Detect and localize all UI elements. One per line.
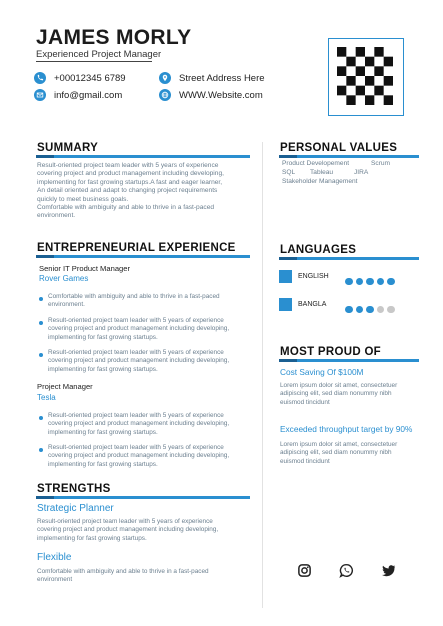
language-level-dots: [345, 300, 398, 318]
qr-module: [365, 76, 374, 86]
most-proud-heading: MOST PROUD OF: [280, 346, 382, 358]
bullet-line: implementing for fast growing startups.: [48, 428, 158, 436]
whatsapp-icon[interactable]: [339, 563, 354, 583]
bullet-line: covering project and product management including developing,: [48, 325, 230, 333]
contact-address: [159, 72, 265, 84]
summary-line: quickly to meet business goals.: [37, 195, 129, 203]
achievement-line: Lorem ipsum dolor sit amet, consectetuer: [280, 441, 398, 448]
column-divider: [262, 142, 263, 608]
summary-line: Comfortable with ambiguity and able to thrive in a fast-paced: [37, 204, 215, 212]
level-dot: [387, 278, 395, 286]
language-marker: [279, 298, 292, 311]
language-level-dots: [345, 272, 398, 290]
summary-line: environment.: [37, 212, 76, 220]
level-dot: [377, 278, 385, 286]
achievement-text: [280, 382, 397, 407]
qr-code: [337, 47, 393, 105]
job-title: Project Manager: [37, 382, 93, 391]
level-dot: [377, 306, 385, 314]
qr-module: [346, 76, 355, 86]
instagram-icon[interactable]: [297, 563, 312, 583]
bullet-line: Result-oriented project team leader with 5 years of experience: [48, 412, 224, 419]
qr-module: [346, 57, 355, 67]
bullet-dot: [39, 297, 43, 301]
strengths-heading-bar: [36, 496, 250, 499]
bullet-dot: [39, 448, 43, 452]
qr-module: [356, 47, 365, 57]
qr-module: [356, 86, 365, 96]
summary-heading-bar: [36, 155, 250, 158]
bullet-line: Comfortable with ambiguity and able to thrive in a fast-paced: [48, 293, 220, 300]
strength-text: [37, 568, 209, 585]
level-dot: [366, 278, 374, 286]
contact-website: [159, 89, 263, 101]
email-text: info@gmail.com: [54, 89, 123, 101]
strength-title: Strategic Planner: [37, 503, 114, 514]
strength-text: [37, 518, 218, 543]
twitter-icon[interactable]: [381, 563, 396, 583]
value-tag: JIRA: [354, 169, 369, 176]
achievement-line: Lorem ipsum dolor sit amet, consectetuer: [280, 382, 398, 389]
email-icon: [34, 89, 46, 101]
achievement-text: [280, 441, 397, 466]
header-divider: [36, 61, 152, 62]
strength-line: environment: [37, 576, 73, 584]
language-name: BANGLA: [298, 301, 327, 308]
summary-line: implementing for fast growing startups.A fast and eager learner,: [37, 178, 223, 186]
value-tag: SQL: [282, 169, 296, 176]
candidate-name: JAMES MORLY: [36, 26, 192, 49]
job-title: Senior IT Product Manager: [39, 264, 131, 273]
summary-text: [37, 162, 224, 221]
strength-title: Flexible: [37, 552, 72, 563]
bullet-line: Result-oriented project team leader with 5 years of experience: [48, 444, 224, 451]
qr-module: [384, 57, 393, 67]
most-proud-heading-bar: [279, 359, 419, 362]
value-tag: Scrum: [371, 160, 391, 167]
languages-heading: LANGUAGES: [280, 244, 357, 256]
contact-phone: [34, 72, 126, 84]
summary-line: covering project and product management including developing,: [37, 170, 224, 178]
language-marker: [279, 270, 292, 283]
bullet-line: implementing for fast growing startups.: [48, 333, 158, 341]
summary-heading: SUMMARY: [37, 142, 99, 154]
level-dot: [345, 306, 353, 314]
achievement-line: adipiscing elit, sed diam nonummy nibh: [280, 390, 392, 398]
qr-module: [337, 86, 346, 96]
strength-line: Comfortable with ambiguity and able to thrive in a fast-paced: [37, 568, 209, 575]
qr-module: [374, 66, 383, 76]
achievement-line: adipiscing elit, sed diam nonummy nibh: [280, 449, 392, 457]
personal-values-heading: PERSONAL VALUES: [280, 142, 398, 154]
qr-module: [374, 86, 383, 96]
level-dot: [356, 278, 364, 286]
bullet-dot: [39, 353, 43, 357]
achievement-line: euismod tincidunt: [280, 457, 330, 465]
value-tag: Product Developement: [282, 160, 350, 167]
bullet-dot: [39, 321, 43, 325]
bullet-line: implementing for fast growing startups.: [48, 460, 158, 468]
bullet-line: covering project and product management including developing,: [48, 357, 230, 365]
qr-module: [365, 57, 374, 67]
qr-module: [384, 76, 393, 86]
qr-module: [337, 66, 346, 76]
level-dot: [345, 278, 353, 286]
language-name: ENGLISH: [298, 273, 329, 280]
address-text: Street Address Here: [179, 72, 265, 84]
company-name: Tesla: [37, 393, 56, 402]
level-dot: [366, 306, 374, 314]
experience-heading-bar: [36, 255, 250, 258]
bullet-line: Result-oriented project team leader with 5 years of experience: [48, 349, 224, 356]
bullet-line: Result-oriented project team leader with 5 years of experience: [48, 317, 224, 324]
summary-line: An detail oriented and adapt to changing project requirements: [37, 187, 218, 195]
qr-module: [356, 66, 365, 76]
achievement-title: Exceeded throughput target by 90%: [280, 424, 413, 434]
level-dot: [387, 306, 395, 314]
bullet-line: environment.: [48, 301, 85, 309]
qr-module: [384, 95, 393, 105]
summary-line: Result-oriented project team leader with 5 years of experience: [37, 162, 219, 169]
qr-module: [365, 95, 374, 105]
company-name: Rover Games: [39, 274, 89, 283]
bullet-line: covering project and product management including developing,: [48, 452, 230, 460]
bullet-line: covering project and product management including developing,: [48, 420, 230, 428]
value-tag: Tableau: [310, 169, 334, 176]
experience-heading: ENTREPRENEURIAL EXPERIENCE: [37, 242, 236, 254]
contact-email: [34, 89, 122, 101]
value-tag: Stakeholder Management: [282, 178, 358, 185]
achievement-title: Cost Saving Of $100M: [280, 367, 364, 377]
strengths-heading: STRENGTHS: [37, 483, 111, 495]
strength-line: covering project and product management including developing,: [37, 526, 219, 534]
location-pin-icon: [159, 72, 171, 84]
achievement-line: euismod tincidunt: [280, 398, 330, 406]
qr-module: [374, 47, 383, 57]
qr-module: [337, 47, 346, 57]
candidate-title: Experienced Project Manager: [36, 49, 162, 60]
phone-text: +00012345 6789: [54, 72, 126, 84]
languages-heading-bar: [279, 257, 419, 260]
strength-line: Result-oriented project team leader with 5 years of experience: [37, 518, 213, 525]
strength-line: implementing for fast growing startups.: [37, 534, 147, 542]
globe-icon: [159, 89, 171, 101]
qr-module: [346, 95, 355, 105]
level-dot: [356, 306, 364, 314]
website-text: WWW.Website.com: [179, 89, 263, 101]
personal-values-heading-bar: [279, 155, 419, 158]
bullet-dot: [39, 416, 43, 420]
qr-code-frame: [328, 38, 404, 116]
phone-icon: [34, 72, 46, 84]
bullet-line: implementing for fast growing startups.: [48, 365, 158, 373]
